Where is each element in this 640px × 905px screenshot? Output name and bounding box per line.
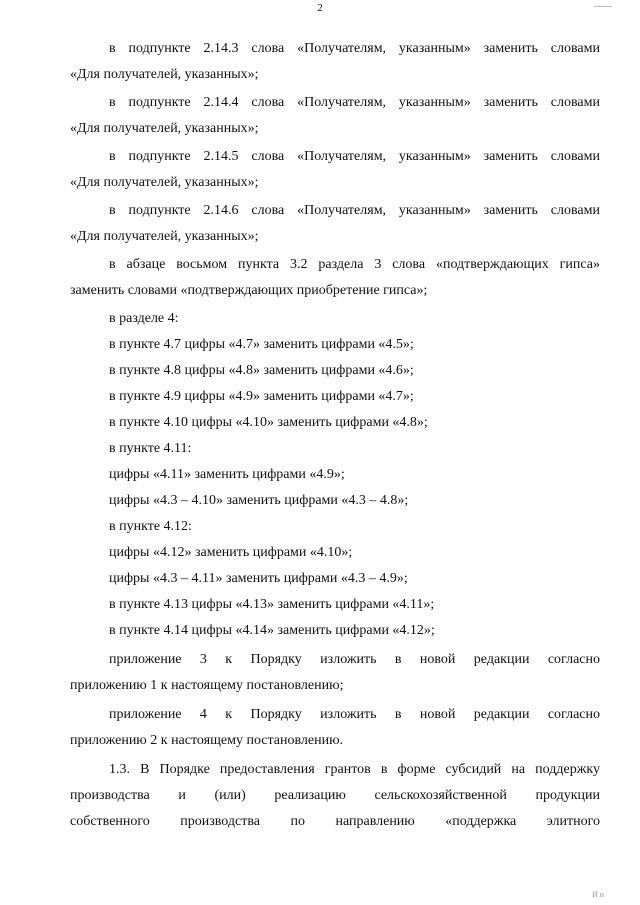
document-body xyxy=(70,36,600,835)
paragraph-line: приложению 2 к настоящему постановлению. xyxy=(70,733,344,748)
paragraph-line: «Для получателей, указанных»; xyxy=(70,121,259,136)
paragraph-line: цифры «4.3 – 4.10» заменить цифрами «4.3 – 4.8»; xyxy=(109,493,409,508)
paragraph-line: в пункте 4.13 цифры «4.13» заменить цифрами «4.11»; xyxy=(109,597,435,612)
paragraph-line: в пункте 4.7 цифры «4.7» заменить цифрами «4.5»; xyxy=(109,337,414,352)
page-number: 2 xyxy=(317,2,323,14)
paragraph-line: приложению 1 к настоящему постановлению; xyxy=(70,678,344,693)
paragraph-line: «Для получателей, указанных»; xyxy=(70,229,259,244)
paragraph-line: в пункте 4.11: xyxy=(109,441,192,456)
paragraph-line: «Для получателей, указанных»; xyxy=(70,175,259,190)
paragraph-line: в подпункте 2.14.6 слова «Получателям, указанным» заменить словами xyxy=(109,203,600,218)
paragraph-line: производства и (или) реализацию сельскохозяйственной продукции xyxy=(70,788,600,803)
paragraph-line: цифры «4.12» заменить цифрами «4.10»; xyxy=(109,545,353,560)
paragraph-line: в подпункте 2.14.4 слова «Получателям, указанным» заменить словами xyxy=(109,95,600,110)
paragraph-line: «Для получателей, указанных»; xyxy=(70,67,259,82)
paragraph-line: заменить словами «подтверждающих приобретение гипса»; xyxy=(70,283,428,298)
paragraph-line: цифры «4.3 – 4.11» заменить цифрами «4.3 – 4.9»; xyxy=(109,571,408,586)
paragraph-line: приложение 3 к Порядку изложить в новой редакции согласно xyxy=(109,652,600,667)
paragraph-line: в пункте 4.14 цифры «4.14» заменить цифрами «4.12»; xyxy=(109,623,435,638)
paragraph-line: приложение 4 к Порядку изложить в новой редакции согласно xyxy=(109,707,600,722)
paragraph-line: в абзаце восьмом пункта 3.2 раздела 3 слова «подтверждающих гипса» xyxy=(109,257,600,272)
paragraph-line: собственного производства по направлению «поддержка элитного xyxy=(70,814,600,829)
paragraph-line: в разделе 4: xyxy=(109,311,179,326)
footer-mark: И и xyxy=(591,890,604,899)
paragraph-line: в пункте 4.9 цифры «4.9» заменить цифрами «4.7»; xyxy=(109,389,414,404)
paragraph-line: в пункте 4.10 цифры «4.10» заменить цифрами «4.8»; xyxy=(109,415,428,430)
paragraph-line: 1.3. В Порядке предоставления грантов в форме субсидий на поддержку xyxy=(109,762,600,777)
paragraph-line: в пункте 4.12: xyxy=(109,519,192,534)
paragraph-line: в пункте 4.8 цифры «4.8» заменить цифрами «4.6»; xyxy=(109,363,414,378)
paragraph-line: в подпункте 2.14.3 слова «Получателям, указанным» заменить словами xyxy=(109,41,600,56)
paragraph-line: цифры «4.11» заменить цифрами «4.9»; xyxy=(109,467,345,482)
paragraph-line: в подпункте 2.14.5 слова «Получателям, указанным» заменить словами xyxy=(109,149,600,164)
